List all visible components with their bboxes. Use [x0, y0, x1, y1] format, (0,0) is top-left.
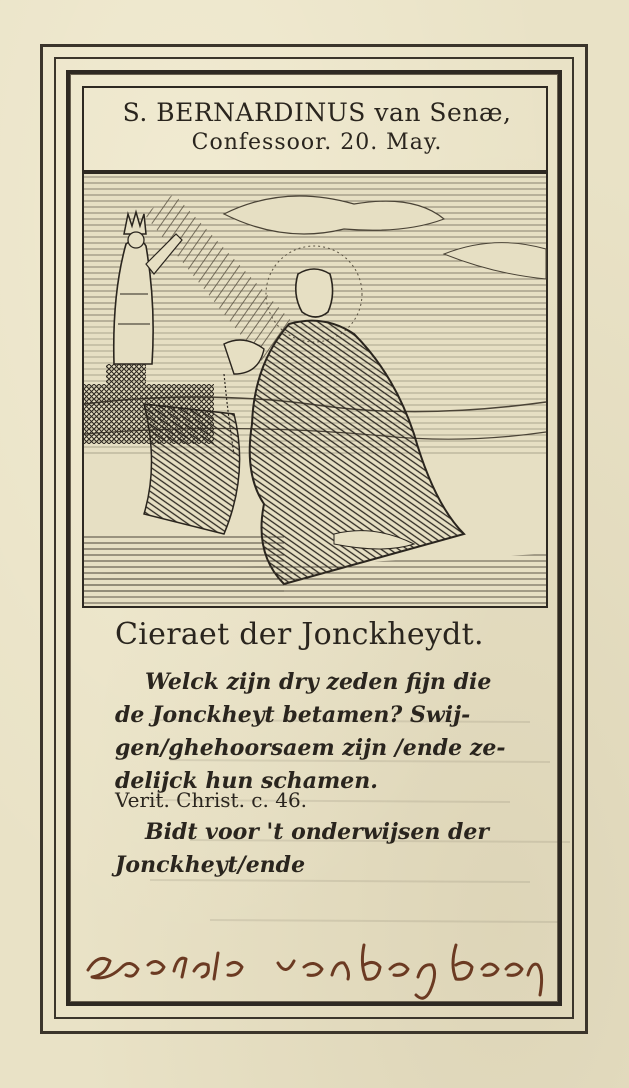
title-cartouche [82, 86, 548, 172]
prayer-line: Bidt voor 't onderwijsen der [145, 819, 489, 845]
verse-line: Welck zijn dry zeden fijn die [145, 669, 492, 695]
handwritten-signature [78, 900, 548, 1005]
scripture-reference: Verit. Christ. c. 46. [115, 788, 308, 812]
feast-day: Confessoor. 20. May. [191, 130, 443, 155]
engraving-illustration [82, 172, 548, 608]
saint-name: S. BERNARDINUS van Senæ, [122, 98, 512, 127]
altar-cloth [144, 404, 240, 534]
prayer-line: Jonckheyt/ende [115, 852, 306, 878]
caption-heading: Cieraet der Jonckheydt. [115, 617, 484, 652]
signature-text: Cornelia van der boom [78, 900, 264, 919]
verse-line: de Jonckheyt betamen? Swij- [115, 702, 471, 728]
verse-line: delijck hun schamen. [115, 768, 378, 794]
prayer-text [115, 816, 535, 882]
verse-line: gen/ghehoorsaem zijn /ende ze- [115, 735, 506, 761]
verse-text [115, 666, 535, 798]
